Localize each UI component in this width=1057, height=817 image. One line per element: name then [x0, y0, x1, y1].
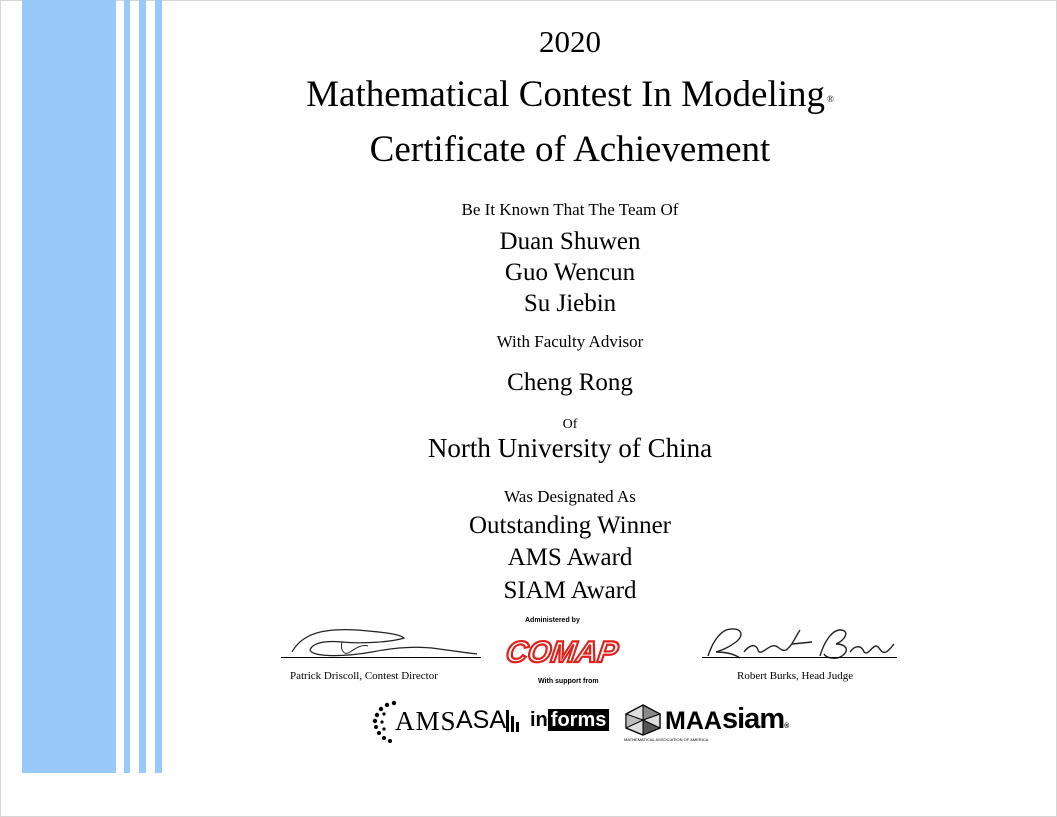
comap-logo: [503, 624, 621, 676]
certificate-title: Certificate of Achievement: [369, 129, 771, 170]
award: AMS Award: [507, 544, 633, 571]
team-intro: Be It Known That The Team Of: [461, 200, 679, 219]
signature-line: [702, 657, 897, 658]
award: Outstanding Winner: [469, 512, 671, 539]
siam-logo: [722, 703, 788, 736]
designation-label: Was Designated As: [504, 487, 636, 506]
decorative-stripe-thin: [155, 0, 162, 773]
contest-title: [306, 73, 834, 116]
team-member: Duan Shuwen: [499, 228, 641, 255]
advisor-name: Cheng Rong: [507, 369, 633, 396]
asa-logo: ASA: [456, 706, 507, 734]
contest-title-text: Mathematical Contest In Modeling: [306, 74, 826, 115]
decorative-stripe-thin: [124, 0, 130, 773]
maa-subtitle: MATHEMATICAL ASSOCIATION OF AMERICA: [624, 737, 709, 742]
team-member: Su Jiebin: [523, 290, 617, 317]
maa-polyhedron-icon: [624, 704, 662, 736]
siam-registered-mark: ®: [784, 723, 789, 730]
siam-logo-text: siam: [722, 703, 785, 735]
registered-mark: ®: [827, 94, 834, 104]
informs-logo: [530, 709, 609, 732]
support-label: With support from: [538, 678, 599, 685]
maa-logo: MAA: [665, 707, 722, 735]
informs-logo-left: in: [530, 709, 548, 731]
of-label: Of: [562, 417, 578, 432]
signature-line: [281, 657, 481, 658]
asa-bars-icon: [505, 708, 519, 734]
judge-name: Robert Burks, Head Judge: [737, 670, 854, 682]
contest-year: 2020: [539, 24, 601, 59]
award: SIAM Award: [503, 577, 637, 604]
administered-by-label: Administered by: [525, 617, 580, 624]
decorative-stripe-wide: [22, 0, 116, 773]
comap-logo-text: COMAP: [503, 636, 621, 669]
institution-name: North University of China: [427, 433, 713, 463]
decorative-stripe-thin: [139, 0, 146, 773]
director-name: Patrick Driscoll, Contest Director: [290, 670, 438, 682]
informs-logo-right: forms: [548, 709, 610, 731]
advisor-label: With Faculty Advisor: [496, 332, 644, 351]
ams-logo: AMS: [395, 706, 457, 736]
team-member: Guo Wencun: [504, 259, 636, 286]
